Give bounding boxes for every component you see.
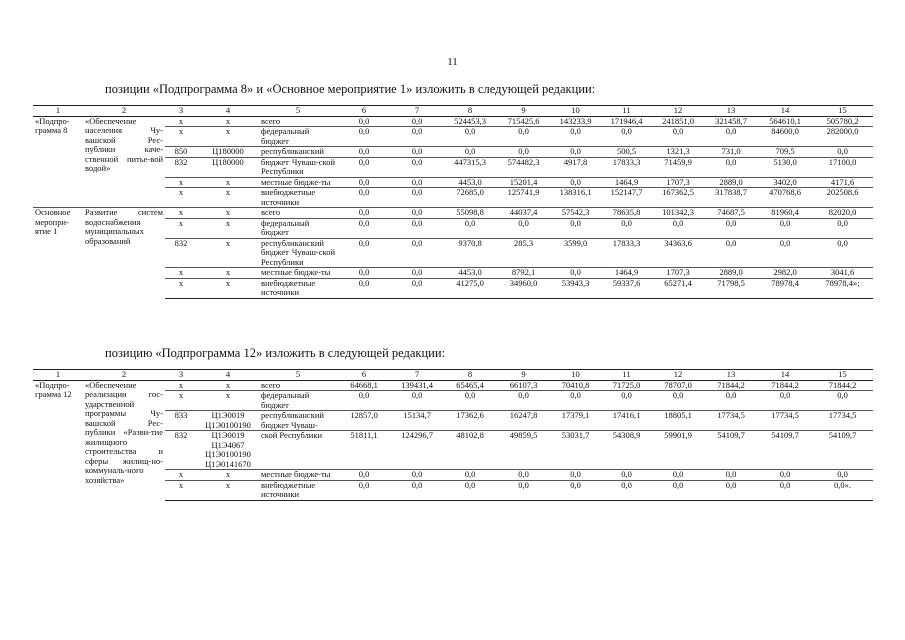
amount-cell: 55098,8	[443, 208, 497, 219]
amount-cell: 125741,9	[497, 188, 550, 208]
amount-cell: 0,0	[391, 480, 443, 500]
amount-cell: 715425,6	[497, 116, 550, 127]
column-number: 5	[259, 106, 337, 117]
amount-cell: 1464,9	[601, 177, 652, 188]
amount-cell: 574482,3	[497, 157, 550, 177]
funding-source-cell: местные бюдже-ты	[259, 177, 337, 188]
budget-code-cell: x	[197, 480, 259, 500]
amount-cell: 51811,1	[337, 431, 391, 470]
amount-cell: 0,0	[601, 391, 652, 411]
amount-cell: 0,0	[704, 480, 758, 500]
funding-source-cell: республиканский бюджет Чуваш-ской Республики	[261, 237, 335, 267]
admin-code-cell: x	[165, 480, 197, 500]
amount-cell: 12857,0	[337, 411, 391, 431]
column-number: 6	[337, 370, 391, 381]
amount-cell: 0,0	[391, 238, 443, 268]
column-number: 14	[758, 370, 812, 381]
amount-cell: 17379,1	[550, 411, 601, 431]
column-number-row	[33, 106, 873, 117]
amount-cell: 0,0	[391, 127, 443, 147]
amount-cell: 15201,4	[497, 177, 550, 188]
budget-code-cell: x	[197, 188, 259, 208]
amount-cell: 138316,1	[550, 188, 601, 208]
budget-code-cell: x	[197, 208, 259, 219]
amount-cell: 16247,8	[497, 411, 550, 431]
admin-code-cell: x	[165, 268, 197, 279]
table-row	[33, 380, 873, 391]
admin-code-cell: x	[165, 218, 197, 238]
amount-cell: 17833,3	[601, 157, 652, 177]
amount-cell: 0,0	[337, 480, 391, 500]
amount-cell: 2889,0	[704, 177, 758, 188]
column-number: 3	[165, 370, 197, 381]
amount-cell: 4453,0	[443, 268, 497, 279]
amount-cell: 0,0	[601, 127, 652, 147]
amount-cell: 0,0	[391, 268, 443, 279]
amount-cell: 317838,7	[704, 188, 758, 208]
amount-cell: 2889,0	[704, 268, 758, 279]
amount-cell: 0,0	[391, 278, 443, 298]
amount-cell: 66107,3	[497, 380, 550, 391]
amount-cell: 4917,8	[550, 157, 601, 177]
budget-code-cell: x	[197, 268, 259, 279]
amount-cell: 41275,0	[443, 278, 497, 298]
amount-cell: 152147,7	[601, 188, 652, 208]
amount-cell: 0,0	[758, 218, 812, 238]
amount-cell: 0,0	[812, 147, 873, 158]
budget-code-cell: x	[197, 278, 259, 298]
amount-cell: 321458,7	[704, 116, 758, 127]
admin-code-cell: 833	[165, 411, 197, 431]
amount-cell: 59337,6	[601, 278, 652, 298]
amount-cell: 0,0	[550, 218, 601, 238]
amount-cell: 0,0	[337, 127, 391, 147]
budget-code-cell: x	[197, 380, 259, 391]
amount-cell: 70410,8	[550, 380, 601, 391]
amount-cell: 54109,7	[812, 431, 873, 470]
amount-cell: 17734,5	[758, 411, 812, 431]
column-number: 5	[259, 370, 337, 381]
funding-source-cell: ской Республики	[259, 431, 337, 470]
amount-cell: 124296,7	[391, 431, 443, 470]
amount-cell: 0,0	[758, 470, 812, 481]
amount-cell: 1321,3	[652, 147, 704, 158]
column-number: 11	[601, 370, 652, 381]
column-number: 7	[391, 370, 443, 381]
funding-source-cell: всего	[259, 116, 337, 127]
column-number: 9	[497, 370, 550, 381]
budget-code-cell: x	[197, 116, 259, 127]
admin-code-cell: 832	[165, 157, 197, 177]
program-description-cell: «Обеспечение населения Чу-вашской Рес-публики каче-ственной питье-вой водой»	[85, 115, 163, 173]
amount-cell: 1464,9	[601, 268, 652, 279]
amount-cell: 0,0	[704, 238, 758, 268]
funding-source-cell: внебюджетные источники	[259, 480, 337, 500]
amount-cell: 54109,7	[704, 431, 758, 470]
column-number: 4	[197, 370, 259, 381]
amount-cell: 71844,2	[812, 380, 873, 391]
amount-cell: 171946,4	[601, 116, 652, 127]
amount-cell: 0,0	[443, 127, 497, 147]
admin-code-cell: x	[165, 188, 197, 208]
amount-cell: 3599,0	[550, 238, 601, 268]
amount-cell: 0,0	[812, 218, 873, 238]
amount-cell: 709,5	[758, 147, 812, 158]
table-row	[33, 116, 873, 127]
amount-cell: 0,0	[337, 147, 391, 158]
budget-code-cell: x	[197, 127, 259, 147]
amount-cell: 0,0	[337, 470, 391, 481]
amount-cell: 0,0	[443, 391, 497, 411]
admin-code-cell: x	[165, 127, 197, 147]
amount-cell: 0,0	[652, 391, 704, 411]
amount-cell: 0,0	[391, 470, 443, 481]
amount-cell: 0,0	[497, 127, 550, 147]
amount-cell: 470768,6	[758, 188, 812, 208]
amount-cell: 71798,5	[704, 278, 758, 298]
funding-source-cell: местные бюдже-ты	[259, 268, 337, 279]
amount-cell: 0,0	[391, 188, 443, 208]
amount-cell: 0,0	[704, 218, 758, 238]
column-number: 15	[812, 106, 873, 117]
column-number: 8	[443, 106, 497, 117]
column-number: 4	[197, 106, 259, 117]
amount-cell: 0,0	[550, 127, 601, 147]
amount-cell: 0,0	[601, 480, 652, 500]
amount-cell: 0,0	[337, 238, 391, 268]
amount-cell: 564610,1	[758, 116, 812, 127]
amount-cell: 17833,3	[601, 238, 652, 268]
funding-source-cell: федеральный бюджет	[259, 218, 337, 238]
amount-cell: 74687,5	[704, 208, 758, 219]
amount-cell: 78978,4	[758, 278, 812, 298]
amount-cell: 0,0	[704, 470, 758, 481]
amount-cell: 0,0	[337, 177, 391, 188]
amount-cell: 0,0	[497, 391, 550, 411]
amount-cell: 59901,9	[652, 431, 704, 470]
admin-code-cell: 832	[165, 238, 197, 268]
admin-code-cell: x	[165, 470, 197, 481]
column-number: 1	[33, 370, 83, 381]
amount-cell: 71844,2	[758, 380, 812, 391]
amount-cell: 0,0	[758, 391, 812, 411]
funding-source-cell: федеральный бюджет	[259, 391, 337, 411]
amount-cell: 0,0	[758, 480, 812, 500]
amount-cell: 0,0	[337, 208, 391, 219]
funding-source-cell: внебюджетные источники	[259, 188, 337, 208]
funding-source-cell: федеральный бюджет	[259, 127, 337, 147]
funding-source-cell: всего	[259, 208, 337, 219]
budget-code-cell: x	[197, 177, 259, 188]
amount-cell: 17734,5	[704, 411, 758, 431]
amount-cell: 53031,7	[550, 431, 601, 470]
amount-cell: 57542,3	[550, 208, 601, 219]
budget-code-cell: x	[197, 470, 259, 481]
amount-cell: 447315,3	[443, 157, 497, 177]
amount-cell: 0,0	[497, 218, 550, 238]
amount-cell: 0,0	[652, 127, 704, 147]
amount-cell: 8792,1	[497, 268, 550, 279]
amount-cell: 731,0	[704, 147, 758, 158]
column-number: 13	[704, 370, 758, 381]
amount-cell: 54308,9	[601, 431, 652, 470]
amount-cell: 0,0	[443, 480, 497, 500]
amount-cell: 0,0	[391, 147, 443, 158]
amount-cell: 0,0	[550, 391, 601, 411]
amount-cell: 282000,0	[812, 127, 873, 147]
budget-table-1	[33, 105, 873, 299]
amount-cell: 17362,6	[443, 411, 497, 431]
amount-cell: 500,5	[601, 147, 652, 158]
amount-cell: 0,0	[391, 116, 443, 127]
amount-cell: 0,0	[550, 177, 601, 188]
amount-cell: 0,0	[337, 116, 391, 127]
amount-cell: 0,0	[601, 218, 652, 238]
amount-cell: 65271,4	[652, 278, 704, 298]
amount-cell: 0,0	[652, 470, 704, 481]
amount-cell: 78978,4»;	[812, 278, 873, 298]
amount-cell: 202508,6	[812, 188, 873, 208]
table-row	[33, 208, 873, 219]
amount-cell: 0,0	[391, 391, 443, 411]
amount-cell: 0,0	[391, 208, 443, 219]
column-number: 9	[497, 106, 550, 117]
amount-cell: 0,0	[337, 157, 391, 177]
column-number: 15	[812, 370, 873, 381]
amount-cell: 78707,0	[652, 380, 704, 391]
amount-cell: 101342,3	[652, 208, 704, 219]
admin-code-cell: x	[165, 380, 197, 391]
amount-cell: 17416,1	[601, 411, 652, 431]
amount-cell: 0,0	[497, 470, 550, 481]
amount-cell: 285,3	[497, 238, 550, 268]
funding-source-cell: всего	[259, 380, 337, 391]
amount-cell: 505780,2	[812, 116, 873, 127]
amount-cell: 0,0	[443, 218, 497, 238]
program-name-cell: «Подпро-грамма 8	[35, 115, 70, 135]
amount-cell: 0,0	[652, 218, 704, 238]
amount-cell: 2982,0	[758, 268, 812, 279]
amount-cell: 72685,0	[443, 188, 497, 208]
amount-cell: 54109,7	[758, 431, 812, 470]
amount-cell: 0,0	[337, 218, 391, 238]
amount-cell: 0,0	[337, 391, 391, 411]
amount-cell: 0,0	[550, 268, 601, 279]
amount-cell: 0,0	[812, 391, 873, 411]
amount-cell: 15134,7	[391, 411, 443, 431]
funding-source-cell: внебюджетные источники	[259, 278, 337, 298]
amount-cell: 0,0	[443, 470, 497, 481]
column-number: 12	[652, 370, 704, 381]
amount-cell: 143233,9	[550, 116, 601, 127]
amount-cell: 0,0	[704, 391, 758, 411]
program-description-cell: «Обеспечение реализации гос-ударственной программы Чу-вашской Рес-публики «Разви-тие жилищного строительства и сферы жилищ-но-коммуналь-ного хозяйства»	[85, 379, 163, 485]
amount-cell: 0,0	[812, 470, 873, 481]
column-number: 14	[758, 106, 812, 117]
amount-cell: 9370,8	[443, 238, 497, 268]
budget-code-cell: x	[197, 391, 259, 411]
amount-cell: 0,0	[758, 238, 812, 268]
column-number: 7	[391, 106, 443, 117]
column-number-row	[33, 370, 873, 381]
amount-cell: 34960,0	[497, 278, 550, 298]
budget-code-cell: Ц180000	[197, 147, 259, 158]
budget-code-cell: Ц180000	[197, 157, 259, 177]
column-number: 10	[550, 106, 601, 117]
amount-cell: 0,0	[497, 147, 550, 158]
amount-cell: 48102,8	[443, 431, 497, 470]
amount-cell: 0,0	[337, 278, 391, 298]
amount-cell: 71725,0	[601, 380, 652, 391]
amount-cell: 0,0	[391, 177, 443, 188]
amount-cell: 241851,0	[652, 116, 704, 127]
column-number: 2	[83, 370, 165, 381]
budget-code-cell: x	[197, 218, 259, 238]
admin-code-cell: x	[165, 177, 197, 188]
amount-cell: 44037,4	[497, 208, 550, 219]
column-number: 10	[550, 370, 601, 381]
budget-table-2	[33, 369, 873, 501]
admin-code-cell: x	[165, 391, 197, 411]
amount-cell: 0,0».	[812, 480, 873, 500]
column-number: 3	[165, 106, 197, 117]
column-number: 13	[704, 106, 758, 117]
admin-code-cell: 850	[165, 147, 197, 158]
amount-cell: 0,0	[704, 127, 758, 147]
budget-code-cell: Ц1Э0019 Ц1Э4067 Ц1Э0100190 Ц1Э0141670	[197, 431, 259, 470]
amount-cell: 0,0	[391, 157, 443, 177]
funding-source-cell: местные бюдже-ты	[259, 470, 337, 481]
page-number: 11	[447, 56, 458, 68]
amount-cell: 17734,5	[812, 411, 873, 431]
amount-cell: 78635,8	[601, 208, 652, 219]
section-heading-1: позиции «Подпрограмма 8» и «Основное мероприятие 1» изложить в следующей редакции:	[105, 82, 596, 96]
amount-cell: 4171,6	[812, 177, 873, 188]
amount-cell: 71844,2	[704, 380, 758, 391]
amount-cell: 5130,0	[758, 157, 812, 177]
admin-code-cell: x	[165, 116, 197, 127]
amount-cell: 82020,0	[812, 208, 873, 219]
admin-code-cell: x	[165, 208, 197, 219]
amount-cell: 1707,3	[652, 177, 704, 188]
amount-cell: 53943,3	[550, 278, 601, 298]
amount-cell: 71459,9	[652, 157, 704, 177]
amount-cell: 0,0	[812, 238, 873, 268]
amount-cell: 84600,0	[758, 127, 812, 147]
amount-cell: 17100,0	[812, 157, 873, 177]
amount-cell: 0,0	[704, 157, 758, 177]
admin-code-cell: x	[165, 278, 197, 298]
column-number: 1	[33, 106, 83, 117]
program-name-cell: Основное меропри-ятие 1	[33, 208, 83, 299]
budget-code-cell: Ц1Э0019 Ц1Э0100190	[197, 411, 259, 431]
amount-cell: 4453,0	[443, 177, 497, 188]
amount-cell: 18805,1	[652, 411, 704, 431]
column-number: 8	[443, 370, 497, 381]
amount-cell: 167362,5	[652, 188, 704, 208]
column-number: 11	[601, 106, 652, 117]
amount-cell: 0,0	[391, 218, 443, 238]
budget-code-cell: x	[197, 238, 259, 268]
amount-cell: 3402,0	[758, 177, 812, 188]
program-description-cell: Развитие систем водоснабжения муниципальных образований	[83, 208, 165, 299]
amount-cell: 0,0	[497, 480, 550, 500]
funding-source-cell: республиканский бюджет Чуваш-	[259, 411, 337, 431]
amount-cell: 139431,4	[391, 380, 443, 391]
amount-cell: 81960,4	[758, 208, 812, 219]
amount-cell: 49859,5	[497, 431, 550, 470]
amount-cell: 0,0	[337, 268, 391, 279]
amount-cell: 0,0	[337, 188, 391, 208]
section-heading-2: позицию «Подпрограмма 12» изложить в следующей редакции:	[105, 346, 446, 360]
amount-cell: 34363,6	[652, 238, 704, 268]
amount-cell: 0,0	[550, 470, 601, 481]
column-number: 12	[652, 106, 704, 117]
amount-cell: 524453,3	[443, 116, 497, 127]
admin-code-cell: 832	[165, 431, 197, 470]
amount-cell: 3041,6	[812, 268, 873, 279]
funding-source-cell: бюджет Чуваш-ской Республики	[261, 156, 335, 176]
amount-cell: 0,0	[652, 480, 704, 500]
amount-cell: 64668,1	[337, 380, 391, 391]
amount-cell: 0,0	[550, 480, 601, 500]
program-name-cell: «Подпро-грамма 12	[35, 379, 72, 399]
amount-cell: 0,0	[601, 470, 652, 481]
amount-cell: 0,0	[550, 147, 601, 158]
column-number: 2	[83, 106, 165, 117]
column-number: 6	[337, 106, 391, 117]
amount-cell: 1707,3	[652, 268, 704, 279]
amount-cell: 0,0	[443, 147, 497, 158]
amount-cell: 65465,4	[443, 380, 497, 391]
funding-source-cell: республиканский	[259, 147, 337, 158]
